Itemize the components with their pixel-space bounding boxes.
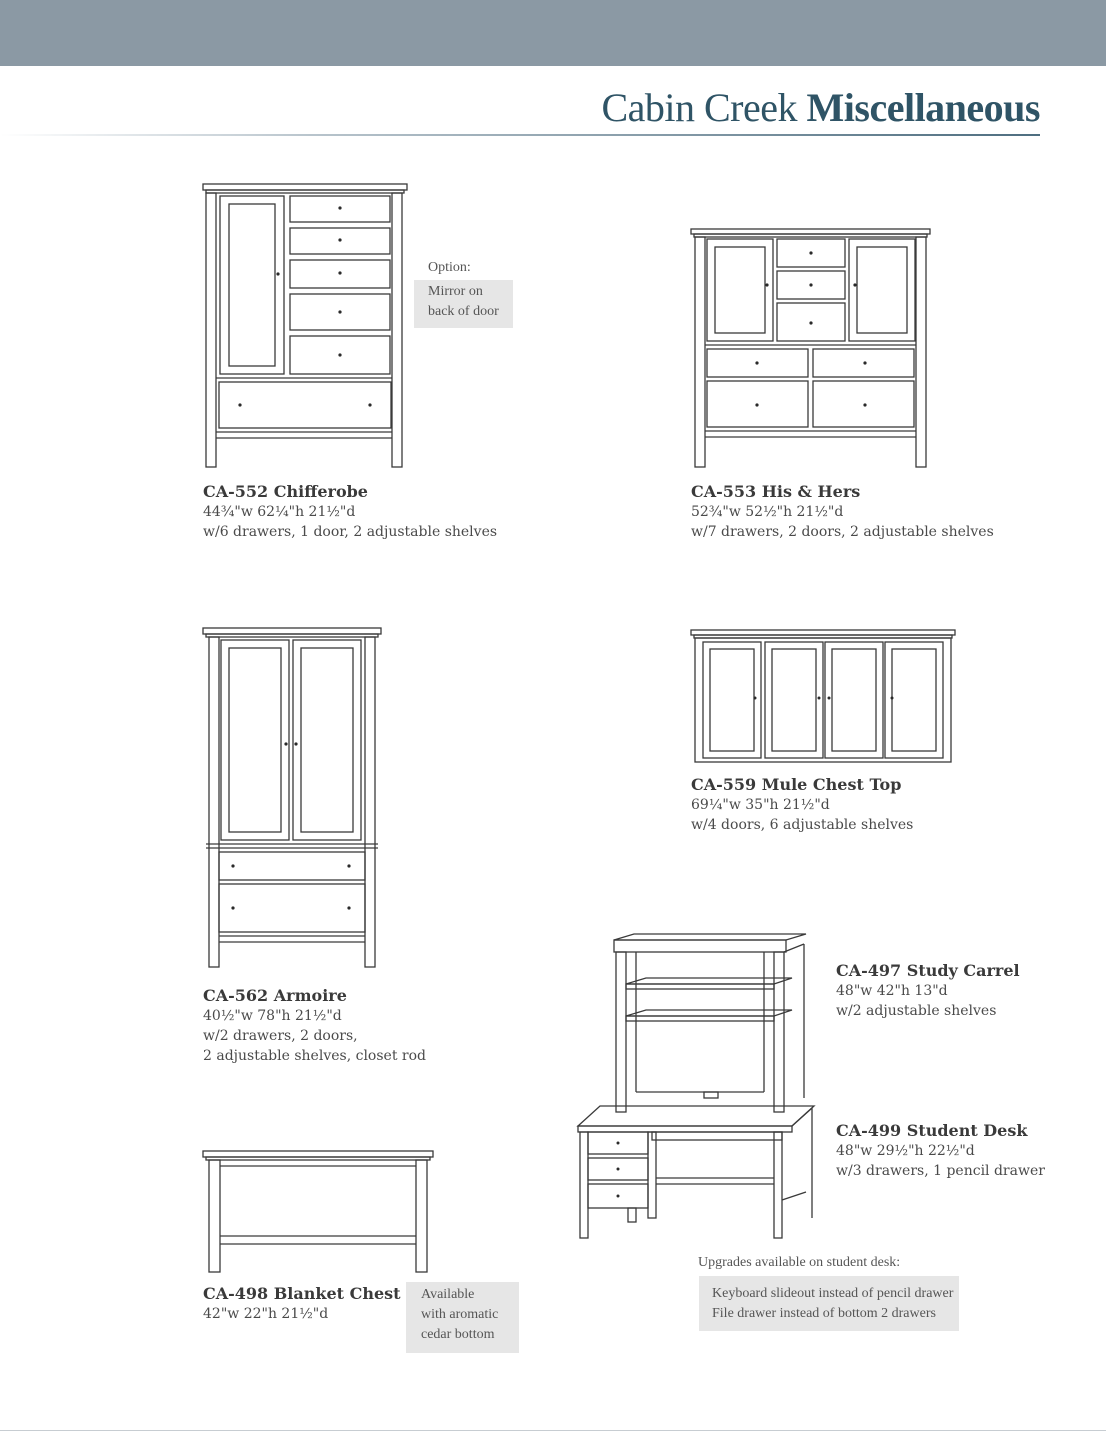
product-dims: 69¼"w 35"h 21½"d xyxy=(691,797,830,813)
product-dims: 44¾"w 62¼"h 21½"d xyxy=(203,504,356,520)
upgrade-item: File drawer instead of bottom 2 drawers xyxy=(712,1306,936,1321)
product-desc: w/7 drawers, 2 doors, 2 adjustable shelves xyxy=(691,524,994,540)
product-dims: 52¾"w 52½"h 21½"d xyxy=(691,504,844,520)
mule-chest-top-info xyxy=(691,775,913,835)
his-hers-drawing xyxy=(689,227,934,472)
blanket-chest-drawing xyxy=(200,1148,438,1276)
product-dims: 42"w 22"h 21½"d xyxy=(203,1306,329,1322)
chifferobe-option-line: back of door xyxy=(428,304,499,319)
blanket-chest-note-line: Available xyxy=(421,1287,475,1302)
chifferobe-option-line: Mirror on xyxy=(428,284,483,299)
title-rule xyxy=(0,134,1040,136)
product-desc: 2 adjustable shelves, closet rod xyxy=(203,1048,426,1064)
his-hers-info xyxy=(691,482,994,542)
page-title xyxy=(601,84,1040,131)
product-desc: w/4 doors, 6 adjustable shelves xyxy=(691,817,914,833)
blanket-chest-note-line: cedar bottom xyxy=(421,1327,495,1342)
armoire-drawing xyxy=(200,626,385,971)
product-desc: w/2 drawers, 2 doors, xyxy=(203,1028,358,1044)
product-dims: 48"w 42"h 13"d xyxy=(836,983,948,999)
product-name: CA-553 His & Hers xyxy=(691,482,861,501)
product-name: CA-559 Mule Chest Top xyxy=(691,775,902,794)
chifferobe-option-box xyxy=(414,280,513,328)
armoire-info xyxy=(203,986,426,1066)
blanket-chest-note-line: with aromatic xyxy=(421,1307,499,1322)
chifferobe-drawing xyxy=(200,182,410,472)
bottom-rule xyxy=(0,1430,1106,1431)
upgrades-label: Upgrades available on student desk: xyxy=(698,1255,901,1270)
product-name: CA-499 Student Desk xyxy=(836,1121,1028,1140)
product-desc: w/6 drawers, 1 door, 2 adjustable shelves xyxy=(203,524,498,540)
mule-chest-top-drawing xyxy=(689,628,959,766)
upgrade-item: Keyboard slideout instead of pencil drawer xyxy=(712,1286,954,1301)
title-bold: Miscellaneous xyxy=(806,85,1040,130)
product-name: CA-498 Blanket Chest xyxy=(203,1284,401,1303)
top-banner xyxy=(0,0,1106,66)
blanket-chest-info xyxy=(203,1284,401,1324)
product-name: CA-552 Chifferobe xyxy=(203,482,368,501)
product-desc: w/3 drawers, 1 pencil drawer xyxy=(836,1163,1045,1179)
title-light: Cabin Creek xyxy=(601,85,798,130)
product-desc: w/2 adjustable shelves xyxy=(836,1003,997,1019)
chifferobe-option-label: Option: xyxy=(428,260,471,275)
study-carrel-info xyxy=(836,961,1020,1021)
product-dims: 40½"w 78"h 21½"d xyxy=(203,1008,342,1024)
chifferobe-info xyxy=(203,482,497,542)
blanket-chest-note xyxy=(406,1282,519,1353)
product-dims: 48"w 29½"h 22½"d xyxy=(836,1143,975,1159)
study-carrel-desk-drawing xyxy=(574,930,819,1245)
product-name: CA-562 Armoire xyxy=(203,986,347,1005)
student-desk-info xyxy=(836,1121,1045,1181)
product-name: CA-497 Study Carrel xyxy=(836,961,1020,980)
upgrades-box xyxy=(699,1276,959,1331)
